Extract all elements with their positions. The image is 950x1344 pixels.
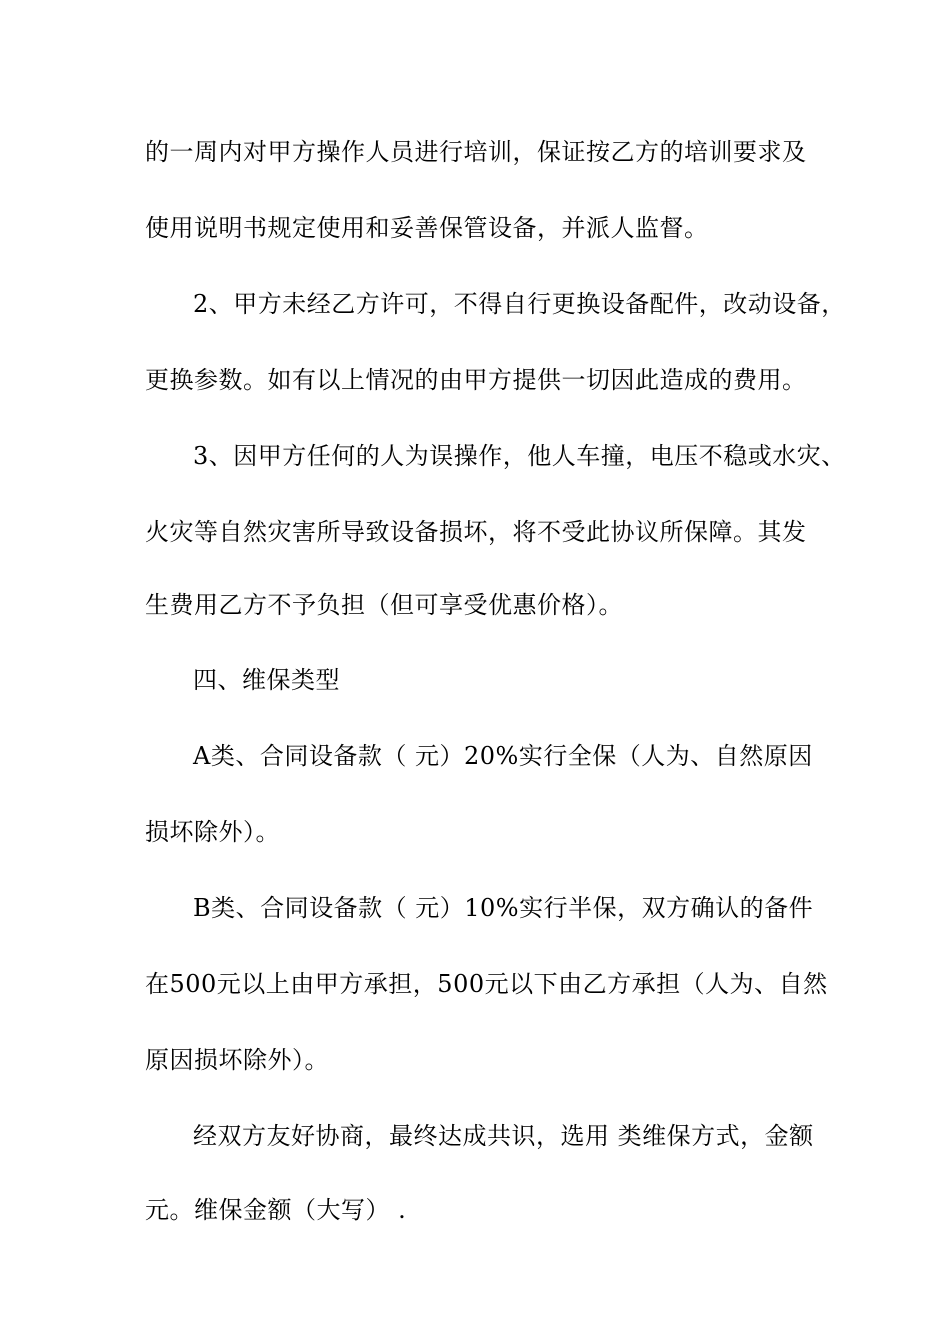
paragraph-line: 在500元以上由甲方承担，500元以下由乙方承担（人为、自然 [145,970,828,998]
paragraph-line: 火灾等自然灾害所导致设备损坏，将不受此协议所保障。其发 [145,518,807,546]
paragraph-line: 损坏除外）。 [145,818,280,846]
paragraph-line: 3、因甲方任何的人为误操作，他人车撞，电压不稳或水灾、 [193,442,846,470]
paragraph-line: 使用说明书规定使用和妥善保管设备，并派人监督。 [145,214,709,242]
paragraph-line: 生费用乙方不予负担（但可享受优惠价格）。 [145,591,623,619]
paragraph-line: 的一周内对甲方操作人员进行培训，保证按乙方的培训要求及 [145,138,807,166]
paragraph-line: 元。维保金额（大写） . [145,1196,407,1224]
paragraph-line: 原因损坏除外）。 [145,1046,329,1074]
paragraph-line: A类、合同设备款（ 元）20%实行全保（人为、自然原因 [193,742,813,770]
paragraph-line: B类、合同设备款（ 元）10%实行半保，双方确认的备件 [193,894,814,922]
paragraph-line: 经双方友好协商，最终达成共识，选用 类维保方式，金额 [193,1122,814,1150]
paragraph-line: 更换参数。如有以上情况的由甲方提供一切因此造成的费用。 [145,366,807,394]
section-heading: 四、维保类型 [193,666,340,694]
paragraph-line: 2、甲方未经乙方许可，不得自行更换设备配件，改动设备， [193,290,846,318]
